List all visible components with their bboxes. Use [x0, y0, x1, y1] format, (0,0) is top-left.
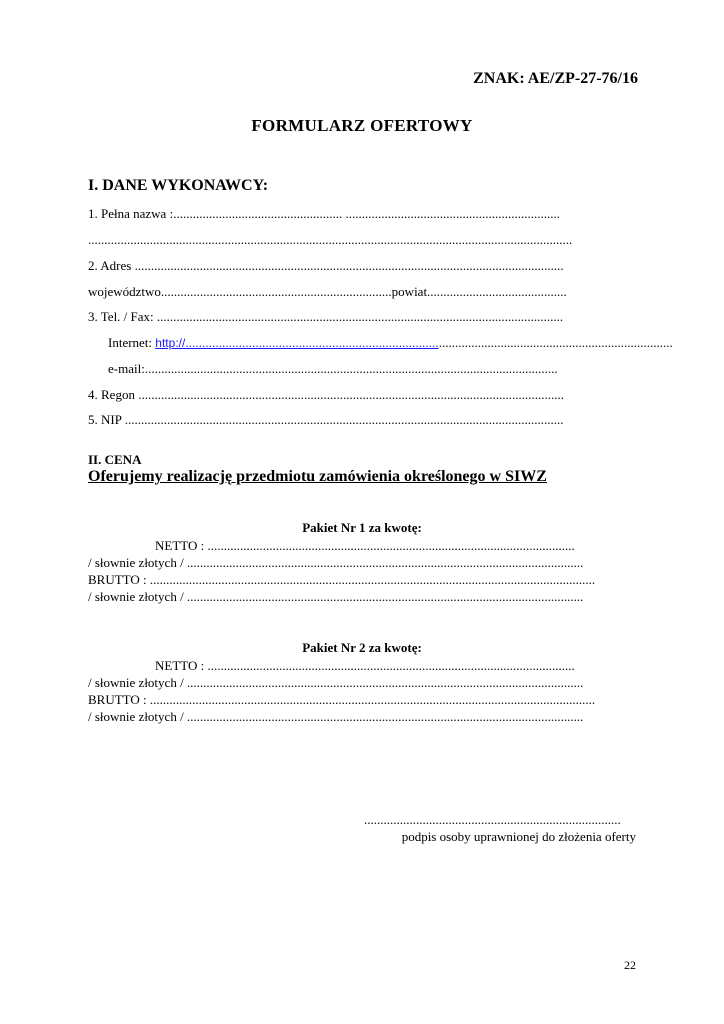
package-2-brutto-field[interactable]: BRUTTO : .........................................................................................................................................: [88, 692, 596, 707]
package-2-netto-words-field[interactable]: / słownie złotych / ..........................................................................................................................: [88, 675, 584, 690]
field-internet[interactable]: [108, 335, 673, 351]
package-1-netto-field[interactable]: NETTO : .................................................................................................................: [155, 538, 575, 553]
package-1-brutto-words-field[interactable]: / słownie złotych / ..........................................................................................................................: [88, 589, 584, 604]
field-email[interactable]: e-mail:...............................................................................................................................: [108, 361, 558, 376]
internet-dots: ........................................................................: [438, 335, 673, 350]
signature-caption: podpis osoby uprawnionej do złożenia oferty: [401, 829, 636, 844]
field-regon[interactable]: 4. Regon ...................................................................................................................................: [88, 387, 564, 402]
package-1-netto-words-field[interactable]: / słownie złotych / ..........................................................................................................................: [88, 555, 584, 570]
field-nip[interactable]: 5. NIP .......................................................................................................................................: [88, 412, 564, 427]
internet-link[interactable]: http://............................................................................: [155, 336, 439, 350]
package-2-brutto-words-field[interactable]: / słownie złotych / ..........................................................................................................................: [88, 709, 584, 724]
page-number: 22: [624, 958, 636, 972]
field-full-name-continued[interactable]: .....................................................................................................................................................: [88, 232, 573, 247]
offer-subheading: Oferujemy realizację przedmiotu zamówienia określonego w SIWZ: [88, 468, 547, 485]
document-code: ZNAK: AE/ZP-27-76/16: [473, 70, 638, 87]
signature-line[interactable]: ...............................................................................: [364, 812, 621, 827]
internet-label: Internet:: [108, 335, 156, 350]
package-2-netto-field[interactable]: NETTO : .................................................................................................................: [155, 658, 575, 673]
package-2-title: Pakiet Nr 2 za kwotę:: [302, 640, 422, 655]
field-tel-fax[interactable]: 3. Tel. / Fax: .............................................................................................................................: [88, 309, 564, 324]
field-province-district[interactable]: województwo.......................................................................powiat...........................................: [88, 284, 567, 299]
package-1-title: Pakiet Nr 1 za kwotę:: [302, 520, 422, 535]
field-address[interactable]: 2. Adres ....................................................................................................................................: [88, 258, 564, 273]
section-price-heading: II. CENA: [88, 452, 142, 467]
form-title: FORMULARZ OFERTOWY: [251, 116, 473, 135]
section-contractor-heading: I. DANE WYKONAWCY:: [88, 177, 269, 194]
package-1-brutto-field[interactable]: BRUTTO : .........................................................................................................................................: [88, 572, 596, 587]
field-full-name[interactable]: 1. Pełna nazwa :.................................................... ..................................................................: [88, 206, 560, 221]
